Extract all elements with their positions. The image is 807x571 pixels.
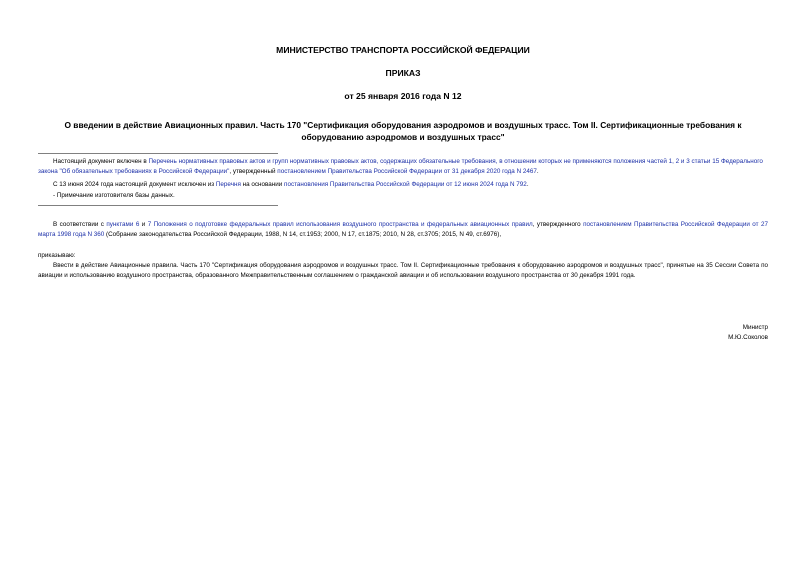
note-2-link-decree[interactable]: постановления Правительства Российской Федерации от 12 июня 2024 года N 792 bbox=[284, 181, 527, 188]
note-2-text-c: . bbox=[526, 181, 529, 188]
note-paragraph-2 bbox=[38, 180, 768, 190]
order-word: приказываю: bbox=[38, 252, 76, 259]
body-1-link-points[interactable]: пунктами 6 bbox=[106, 221, 140, 228]
note-bottom-divider bbox=[38, 205, 278, 206]
body-1-text-c: , утвержденного bbox=[532, 221, 584, 228]
note-paragraph-3: - Примечание изготовителя базы данных. bbox=[53, 192, 175, 199]
document-title: О введении в действие Авиационных правил. Часть 170 "Сертификация оборудования аэродромов и воздушных трасс. Том II. Сертификационные требования к оборудованию аэродромов и воздушных трасс" bbox=[64, 120, 742, 142]
body-1-text-d: (Собрание законодательства Российской Федерации, 1988, N 14, ст.1953; 2000, N 17, ст.1875; 2010, N 28, ст.3705; 2015, N 49, ст.6976), bbox=[104, 231, 502, 238]
note-top-divider bbox=[38, 153, 278, 154]
body-1-link-regulation[interactable]: 7 Положения о подготовке федеральных правил использования воздушного пространства и федеральных авиационных правил bbox=[147, 221, 533, 228]
ministry-heading: МИНИСТЕРСТВО ТРАНСПОРТА РОССИЙСКОЙ ФЕДЕРАЦИИ bbox=[276, 45, 530, 55]
doc-type-heading: ПРИКАЗ bbox=[385, 68, 421, 78]
signature-name: М.Ю.Соколов bbox=[728, 334, 768, 341]
date-number-heading: от 25 января 2016 года N 12 bbox=[344, 91, 462, 101]
note-2-text-b: на основании bbox=[240, 181, 285, 188]
note-1-link-list[interactable]: Перечень нормативных правовых актов и групп нормативных правовых актов, содержащих обязательные требования, в отношении которых не применяются положения частей 1, 2 и 3 статьи 15 Федерального закона "Об обязательных требованиях в Российской Федерации" bbox=[38, 158, 763, 175]
body-paragraph-2: Ввести в действие Авиационные правила. Часть 170 "Сертификация оборудования аэродромов и воздушных трасс. Том II. Сертификационные требования к оборудованию аэродромов и воздушных трасс", принятые на 35 Сессии Совета по авиации и использованию воздушного пространства, образованного Межправительственным соглашением о гражданской авиации и об использовании воздушного пространства от 30 декабря 1991 года. bbox=[38, 262, 768, 279]
body-1-link-decree[interactable]: постановлением Правительства Российской Федерации от 27 марта 1998 года N 360 bbox=[38, 221, 768, 238]
body-paragraph-1 bbox=[38, 220, 768, 240]
body-1-text-b: и bbox=[139, 221, 148, 228]
body-1-text-a: В соответствии с bbox=[53, 221, 107, 228]
note-1-link-decree[interactable]: постановлением Правительства Российской Федерации от 31 декабря 2020 года N 2467 bbox=[277, 168, 537, 175]
note-1-text-a: Настоящий документ включен в bbox=[53, 158, 149, 165]
note-1-text-c: . bbox=[536, 168, 539, 175]
note-paragraph-1 bbox=[38, 157, 768, 177]
note-1-text-b: , утвержденный bbox=[229, 168, 278, 175]
note-2-link-list[interactable]: Перечня bbox=[215, 181, 241, 188]
note-2-text-a: С 13 июня 2024 года настоящий документ исключен из bbox=[53, 181, 216, 188]
signature-position: Министр bbox=[742, 324, 768, 331]
